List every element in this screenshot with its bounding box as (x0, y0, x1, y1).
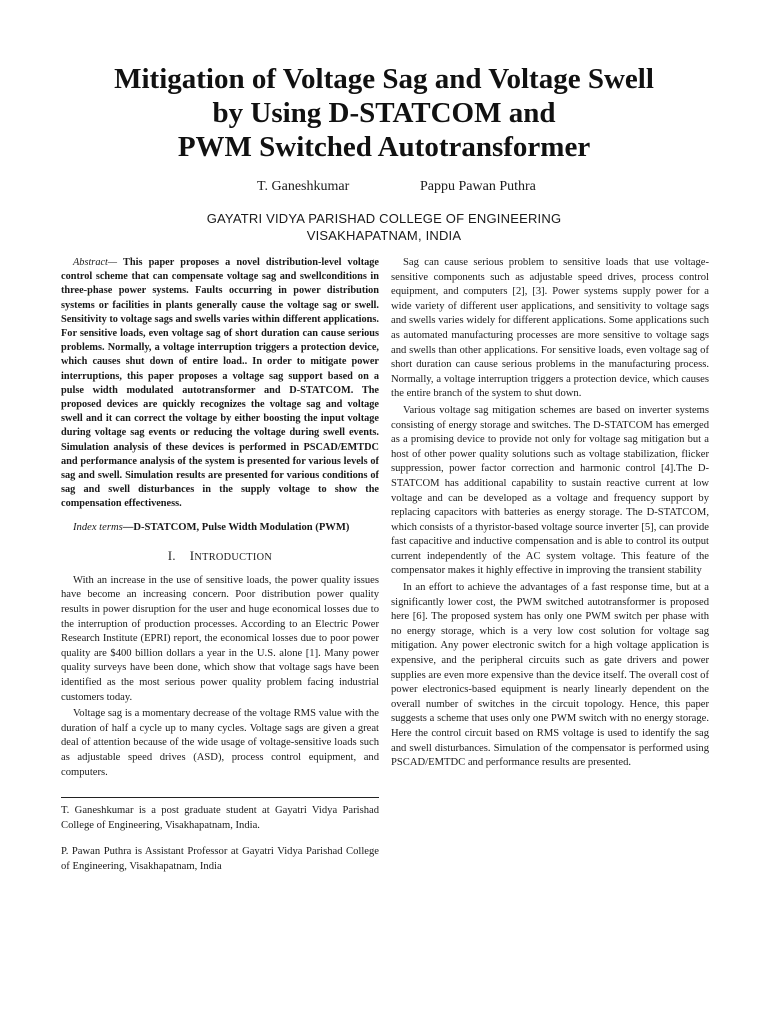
intro-paragraph-2: Voltage sag is a momentary decrease of the voltage RMS value with the duration of half a cycle up to many cycles. Voltage sags are given a great deal of attention because of the wide usage of voltage-sensitive loads such as adjustable speed drives (ASD), process control equipment, and computers. (61, 708, 379, 778)
section-title-rest: NTRODUCTION (194, 552, 273, 564)
index-terms-text: —D-STATCOM, Pulse Width Modulation (PWM) (122, 521, 350, 533)
index-terms-paragraph (61, 521, 379, 536)
index-terms (61, 521, 379, 536)
author-1: T. Ganeshkumar (257, 179, 350, 194)
abstract-label: Abstract— (73, 257, 118, 268)
footnote-divider (61, 797, 379, 798)
body-paragraph-1: Sag can cause serious problem to sensitive loads that use voltage-sensitive components such as adjustable speed drives, process control equipment, and computers [2], [3]. Power systems supply power for a wide variety of different user applications, and sensitivity to voltage sags and swells varies widely for different applications. Some applications such as automated manufacturing processes are more sensitive to voltage sags and swells than other applications. For sensitive loads, even voltage sag of short duration can cause serious problems in the manufacturing process. Normally, a voltage interruption triggers a protection device, which causes the entire branch of the system to shut down. (391, 257, 709, 400)
footnotes (61, 804, 379, 874)
title-line-3: PWM Switched Autotransformer (177, 131, 591, 163)
footnote-1: T. Ganeshkumar is a post graduate student at Gayatri Vidya Parishad College of Engineering, Visakhapatnam, India. (61, 805, 379, 831)
abstract (61, 256, 379, 512)
author-2: Pappu Pawan Puthra (420, 179, 536, 194)
affiliation (60, 210, 708, 244)
body-paragraph-2: Various voltage sag mitigation schemes are based on inverter systems consisting of energy storage and switches. The D-STATCOM has emerged as a promising device to provide not only for voltage sag mitigation but a host of other power quality solutions such as voltage stabilization, flicker suppression, power factor correction and harmonic control [4].The D-STATCOM has additional capability to sustain reactive current at low voltage and can be developed as a voltage and frequency support by replacing capacitors with batteries as energy storage. The D-STATCOM, which consists of a thyristor-based voltage source inverter [5], can provide fast capacitive and inductive compensation and is able to control its output current independently of the AC system voltage. This feature of the compensator makes it highly effective in improving the transient stability (391, 404, 709, 577)
section-heading-introduction (61, 549, 379, 566)
body-paragraph-3: In an effort to achieve the advantages of a fast response time, but at a significantly lower cost, the PWM switched autotransformer is proposed here [6]. The proposed system has only one PWM switch per phase with no energy storage, which is a very low cost solution for voltage sag mitigation. Any power electronic switch for a high voltage application is expensive, and the peripheral circuits such as gate drivers and power supplies are even more expensive than the device itself. The overall cost of power electronics-based equipment is nearly linearly dependent on the overall number of switches in the circuit topology. Hence, this paper suggests a scheme that uses only one PWM switch with no energy storage. Here the control circuit based on RMS voltage is used to identify the sag and swell disturbances. Simulation of the compensator is performed using PSCAD/EMTDC and performance results are presented. (391, 582, 709, 769)
affiliation-line-1: GAYATRI VIDYA PARISHAD COLLEGE OF ENGINEERING (206, 211, 562, 226)
title-line-2: by Using D-STATCOM and (212, 97, 556, 129)
abstract-text: This paper proposes a novel distribution-level voltage control scheme that can compensate voltage sag and swellconditions in three-phase power systems. Faults occurring in power distribution systems or facilities in plants generally cause the voltage sag or swell. Sensitivity to voltage sags and swells varies within different applications. For sensitive loads, even voltage sag of short duration can cause serious problems. Normally, a voltage interruption triggers a protection device, which causes shut down of entire load.. In order to mitigate power interruptions, this paper proposes a voltage sag support based on a pulse width modulated autotransformer and D-STATCOM. The proposed devices are quickly recognizes the voltage sag and voltage swell and it can correct the voltage by either boosting the input voltage during voltage sag events or reducing the voltage during swell events. Simulation analysis of these devices is performed in PSCAD/EMTDC and performance analysis of the system is presented for various levels of sag and swell. Simulation results are presented for various conditions of sag and swell disturbances in the supply voltage to show the compensation effectiveness. (61, 257, 379, 510)
footnote-2: P. Pawan Puthra is Assistant Professor at Gayatri Vidya Parishad College of Engineering, Visakhapatnam, India (61, 846, 379, 872)
index-terms-label: Index terms (73, 521, 123, 533)
title-line-1: Mitigation of Voltage Sag and Voltage Swell (114, 63, 654, 95)
section-title-initial: I (189, 548, 195, 564)
section-number: I. (167, 549, 176, 564)
abstract-paragraph (61, 256, 379, 512)
right-column (391, 256, 709, 771)
intro-paragraph-1: With an increase in the use of sensitive loads, the power quality issues have become an increasing concern. Poor distribution power quality results in power disruption for the user and huge economical losses due to the interruption of production processes. According to an Electric Power Research Institute (EPRI) report, the economical losses due to poor power quality are $400 billion dollars a year in the U.S. alone [1]. Many power quality surveys have been done, which show that voltage sags have been identified as the most serious power quality problem facing industrial customers today. (61, 574, 379, 703)
affiliation-line-2: VISAKHAPATNAM, INDIA (306, 228, 462, 243)
left-column (61, 256, 379, 875)
paper-title (60, 62, 708, 164)
